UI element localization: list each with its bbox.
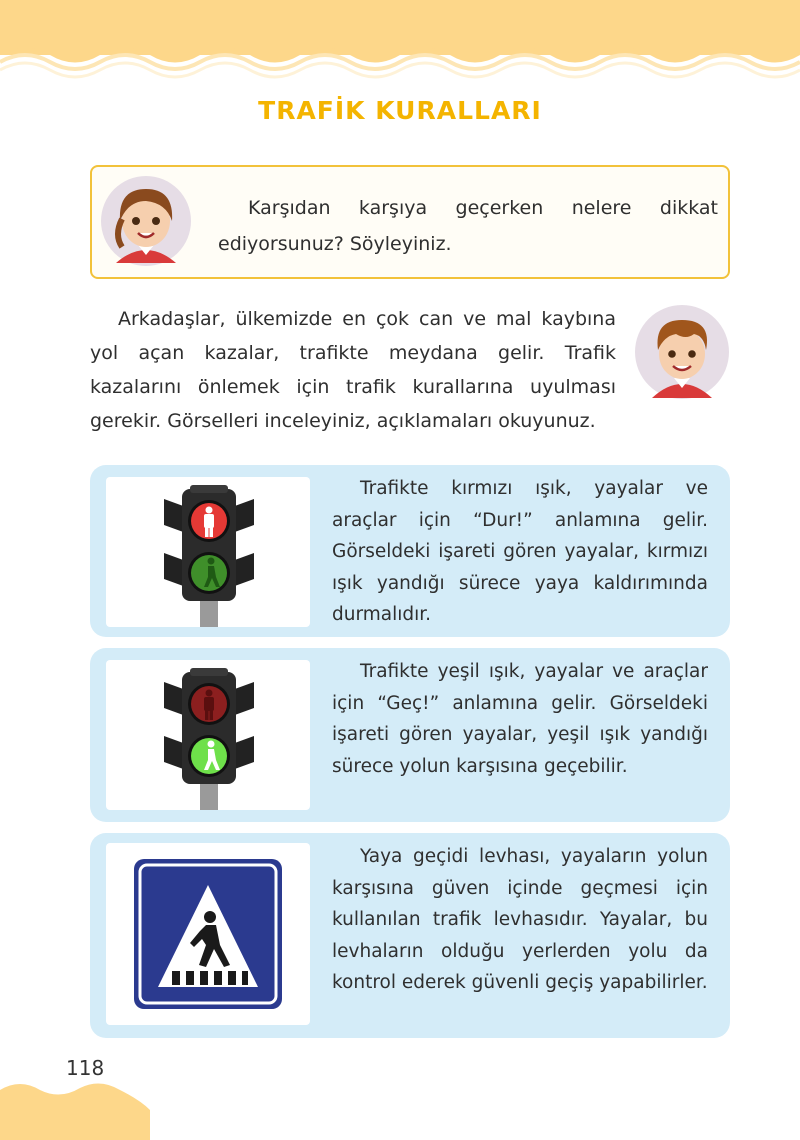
card-text: Trafikte yeşil ışık, yayalar ve araçlar için “Geç!” anlamına gelir. Görseldeki işareti gören yayalar, yeşil ışık yandığı sürece yolun karşısına geçebilir. [332, 661, 708, 777]
card-image-frame [106, 660, 310, 810]
card-image-frame [106, 843, 310, 1025]
card-text: Trafikte kırmızı ışık, yayalar ve araçlar için “Dur!” anlamına gelir. Görseldeki işareti gören yayalar, kırmızı ışık yandığı sürece yaya kaldırımında durmalıdır. [332, 478, 708, 625]
traffic-light-green-icon [106, 660, 310, 810]
info-card-green-light [90, 648, 730, 822]
page-number: 118 [66, 1056, 105, 1080]
girl-avatar [100, 175, 192, 267]
pedestrian-crossing-sign-icon [106, 843, 310, 1025]
traffic-light-red-icon [106, 477, 310, 627]
bottom-tab-decoration [0, 1070, 160, 1140]
intro-paragraph: Arkadaşlar, ülkemizde en çok can ve mal kaybına yol açan kazalar, trafikte meydana gelir. Trafik kazalarını önlemek için trafik kurallarına uyulması gerekir. Görselleri inceleyiniz, açıklamaları okuyunuz. [90, 308, 616, 432]
boy-avatar [634, 304, 730, 400]
info-card-crossing-sign [90, 833, 730, 1038]
card-text: Yaya geçidi levhası, yayaların yolun karşısına güven içinde geçmesi için kullanılan trafik levhasıdır. Yayalar, bu levhaların olduğu yerlerden yolu da kontrol ederek güvenli geçiş yapabilirler. [332, 846, 708, 993]
page-title: TRAFİK KURALLARI [258, 96, 542, 125]
top-wave-decoration [0, 0, 800, 90]
info-card-red-light [90, 465, 730, 637]
card-image-frame [106, 477, 310, 627]
question-text: Karşıdan karşıya geçerken nelere dikkat ediyorsunuz? Söyleyiniz. [218, 197, 718, 255]
